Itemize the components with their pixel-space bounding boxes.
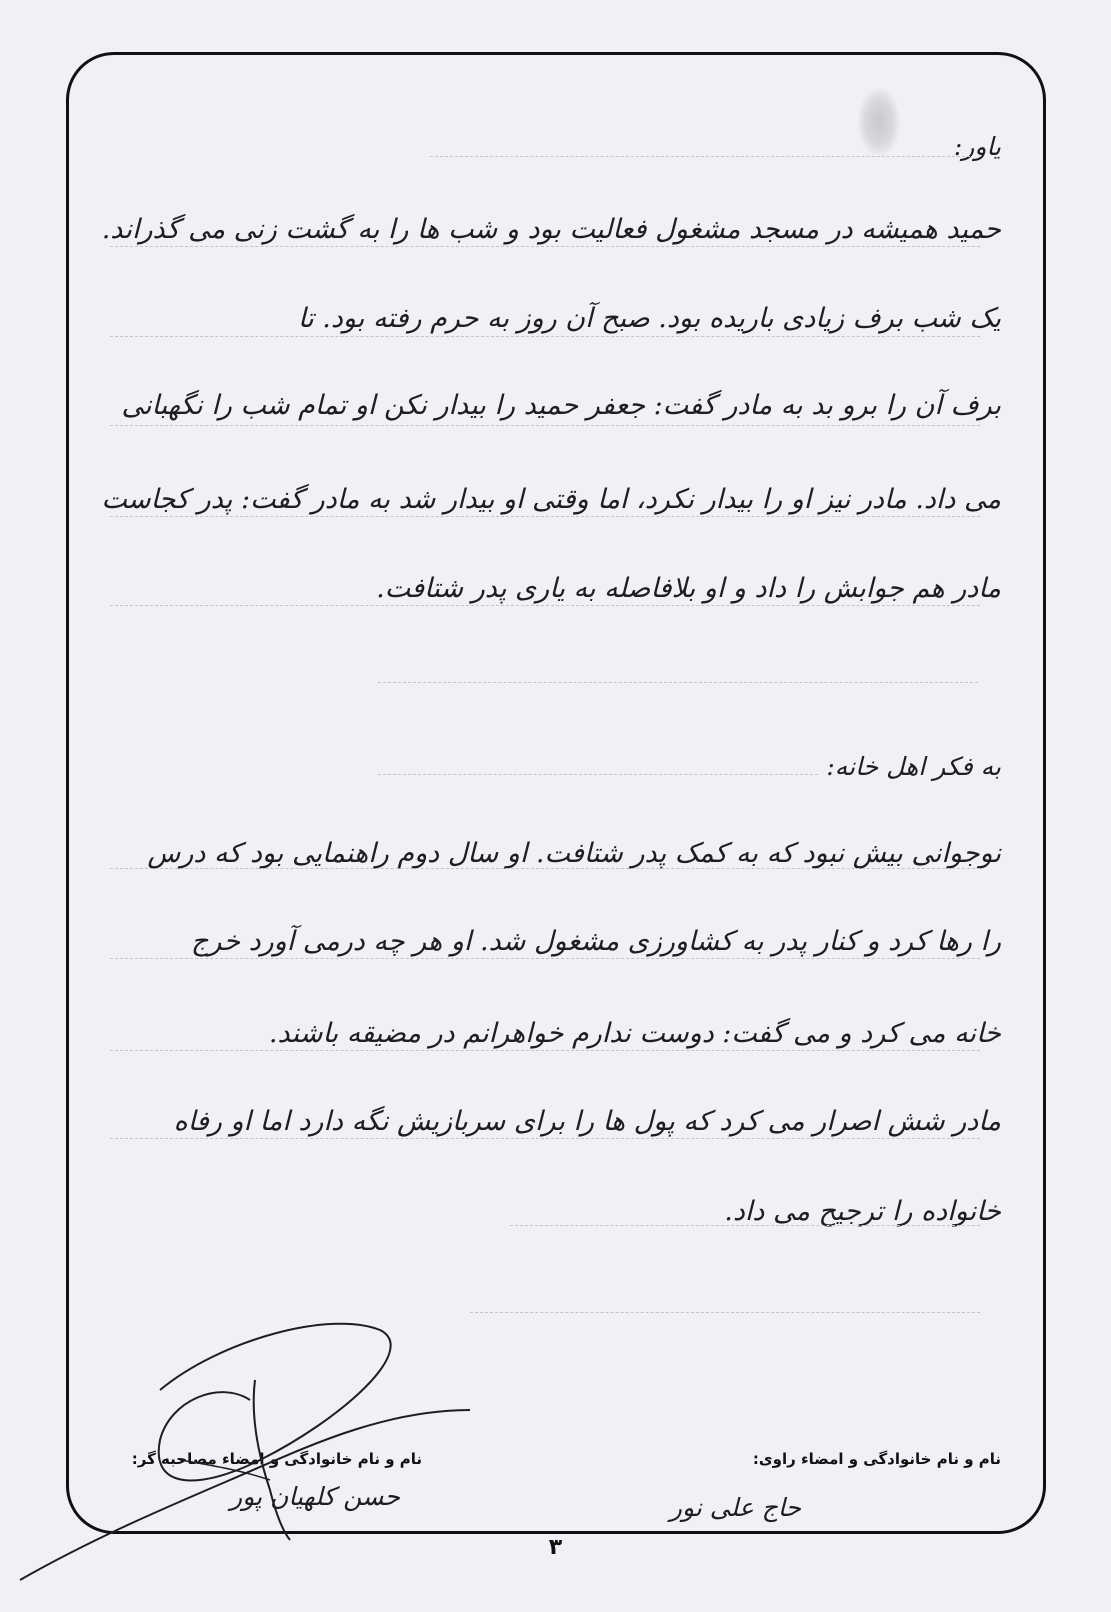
guide-line — [110, 516, 980, 517]
guide-line — [110, 425, 980, 426]
page-number: ۳ — [548, 1535, 563, 1560]
text-line: نوجوانی بیش نبود که به کمک پدر شتافت. او سال دوم راهنمایی بود که درس — [147, 838, 1001, 869]
text-line: را رها کرد و کنار پدر به کشاورزی مشغول شد. او هر چه درمی آورد خرج — [191, 926, 1001, 957]
guide-line — [110, 868, 980, 869]
guide-line — [378, 774, 818, 775]
paper-smudge — [858, 88, 900, 156]
guide-line — [378, 682, 978, 683]
guide-line — [110, 1138, 980, 1139]
guide-line — [110, 246, 980, 247]
narrator-label: نام و نام خانوادگی و امضاء راوی: — [752, 1450, 1001, 1468]
text-line: برف آن را برو بد به مادر گفت: جعفر حمید را بیدار نکن او تمام شب را نگهبانی — [121, 390, 1001, 421]
guide-line — [110, 958, 980, 959]
text-line: یک شب برف زیادی باریده بود. صبح آن روز به حرم رفته بود. تا — [297, 303, 1001, 334]
interviewer-label: نام و نام خانوادگی و امضاء مصاحبه گر: — [131, 1450, 422, 1468]
text-line: مادر شش اصرار می کرد که پول ها را برای سربازیش نگه دارد اما او رفاه — [173, 1106, 1001, 1137]
guide-line — [110, 605, 980, 606]
section-heading-1: یاور: — [953, 132, 1001, 161]
text-line: خانواده را ترجیح می داد. — [724, 1196, 1001, 1227]
guide-line — [110, 1050, 980, 1051]
text-line: مادر هم جوابش را داد و او بلافاصله به یاری پدر شتافت. — [376, 573, 1001, 604]
text-line: خانه می کرد و می گفت: دوست ندارم خواهرانم در مضیقه باشند. — [268, 1018, 1001, 1049]
text-line: حمید همیشه در مسجد مشغول فعالیت بود و شب ها را به گشت زنی می گذراند. — [101, 214, 1001, 245]
guide-line — [430, 156, 970, 157]
section-heading-2: به فکر اهل خانه: — [826, 752, 1001, 781]
interviewer-name: حسن کلهیان پور — [230, 1482, 400, 1511]
guide-line — [470, 1312, 980, 1313]
guide-line — [110, 336, 980, 337]
text-line: می داد. مادر نیز او را بیدار نکرد، اما وقتی او بیدار شد به مادر گفت: پدر کجاست — [101, 484, 1001, 515]
narrator-name: حاج علی نور — [669, 1493, 801, 1522]
guide-line — [510, 1225, 980, 1226]
